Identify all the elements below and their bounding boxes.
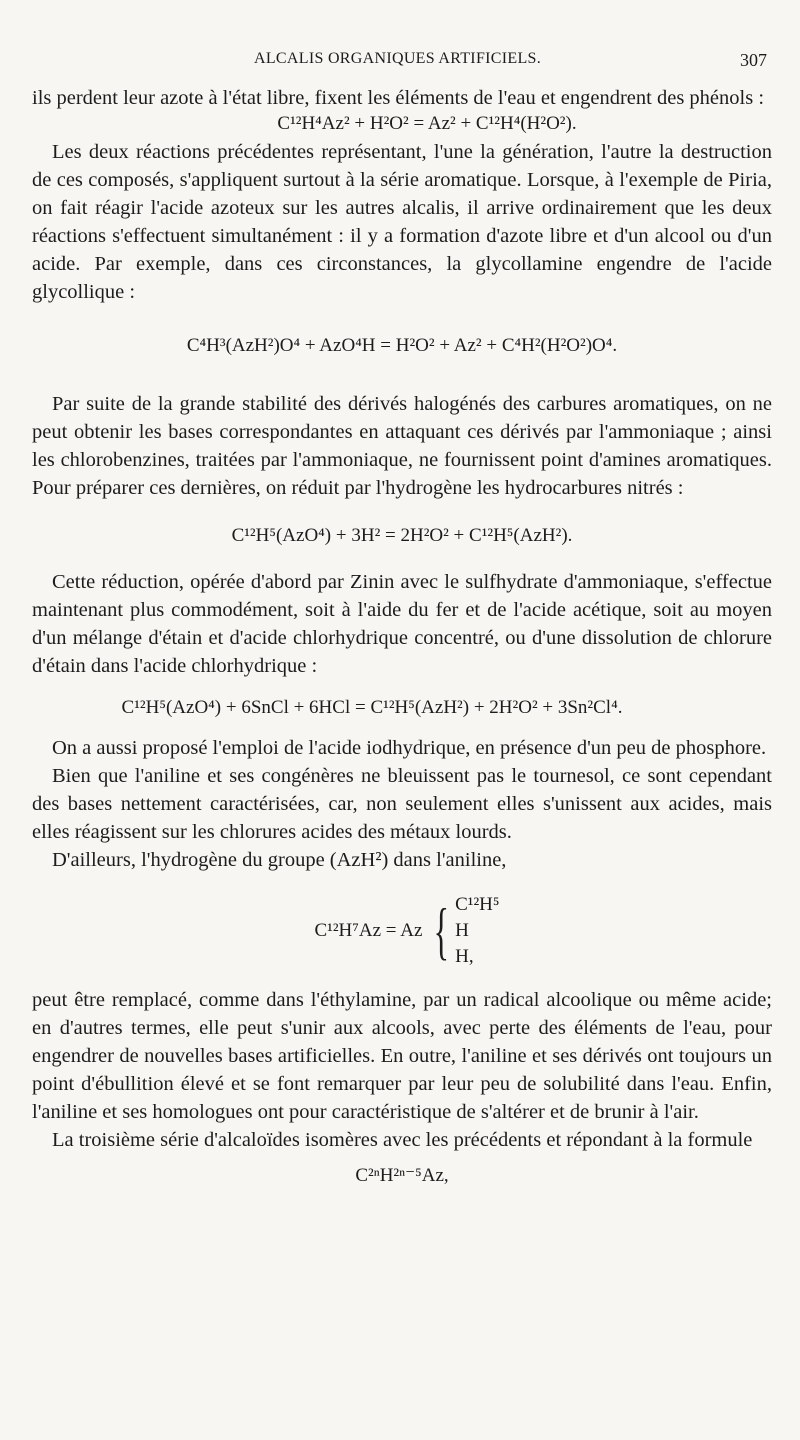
aniline-substituent-2: H: [455, 920, 469, 941]
aniline-substituents: [455, 892, 499, 970]
paragraph-5: On a aussi proposé l'emploi de l'acide iodhydrique, en présence d'un peu de phosphore.: [52, 737, 767, 759]
formula-glycollamine: C⁴H³(AzH²)O⁴ + AzO⁴H = H²O² + Az² + C⁴H²(H²O²)O⁴.: [186, 335, 618, 356]
body-text: [32, 84, 772, 1190]
brace-glyph: {: [434, 895, 450, 966]
formula-reduction: C¹²H⁵(AzO⁴) + 3H² = 2H²O² + C¹²H⁵(AzH²).: [231, 525, 573, 546]
paragraph-6: Bien que l'aniline et ses congénères ne bleuissent pas le tournesol, ce sont cependant des bases nettement caractérisées, car, non seulement elles s'unissent aux acides, mais elles réagissent sur les chlorures acides des métaux lourds.: [32, 765, 772, 843]
paragraph-9: La troisième série d'alcaloïdes isomères avec les précédents et répondant à la formule: [52, 1129, 753, 1151]
paragraph-2: Les deux réactions précédentes représentant, l'une la génération, l'autre la destruction de ces composés, s'appliquent surtout à la série aromatique. Lorsque, à l'exemple de Piria, on fait réagir l'acide azoteux sur les autres alcalis, il arrive ordinairement que les deux réactions s'effectuent simultanément : il y a formation d'azote libre et d'un alcool ou d'un acide. Par exemple, dans ces circonstances, la glycollamine engendre de l'acide glycollique :: [32, 141, 772, 303]
running-title: ALCALIS ORGANIQUES ARTIFICIELS.: [254, 50, 542, 67]
page-number: 307: [740, 50, 767, 70]
formula-general: C²ⁿH²ⁿ⁻⁵Az,: [355, 1165, 449, 1186]
paragraph-4: Cette réduction, opérée d'abord par Zinin avec le sulfhydrate d'ammoniaque, s'effectue maintenant plus commodément, soit à l'aide du fer et de l'acide acétique, soit au moyen d'un mélange d'étain et d'acide chlorhydrique concentré, ou d'une dissolution de chlorure d'étain dans l'acide chlorhydrique :: [32, 571, 772, 677]
paragraph-8: peut être remplacé, comme dans l'éthylamine, par un radical alcoolique ou même acide; en d'autres termes, elle peut s'unir aux alcools, avec perte des éléments de l'eau, pour engendrer de nouvelles bases artificielles. En outre, l'aniline et ses dérivés ont toujours un point d'ébullition élevé et se font remarquer par leur peu de solubilité dans l'eau. Enfin, l'aniline et ses homologues ont pour caractéristique de s'altérer et de brunir à l'air.: [32, 989, 772, 1123]
paragraph-1: ils perdent leur azote à l'état libre, fixent les éléments de l'eau et engendrent des phénols :: [32, 87, 765, 109]
formula-phenol: C¹²H⁴Az² + H²O² = Az² + C¹²H⁴(H²O²).: [277, 113, 577, 134]
formula-tin-reduction: C¹²H⁵(AzO⁴) + 6SnCl + 6HCl = C¹²H⁵(AzH²) + 2H²O² + 3Sn²Cl⁴.: [121, 697, 623, 718]
aniline-lhs: C¹²H⁷Az = Az: [314, 920, 423, 941]
paragraph-3: Par suite de la grande stabilité des dérivés halogénés des carbures aromatiques, on ne peut obtenir les bases correspondantes en attaquant ces dérivés par l'ammoniaque ; ainsi les chlorobenzines, traitées par l'ammoniaque, ne fournissent point d'amines aromatiques. Pour préparer ces dernières, on réduit par l'hydrogène les hydrocarbures nitrés :: [32, 393, 772, 499]
paragraph-7: D'ailleurs, l'hydrogène du groupe (AzH²) dans l'aniline,: [52, 849, 507, 871]
aniline-substituent-3: H,: [455, 946, 474, 967]
aniline-substituent-1: C¹²H⁵: [455, 894, 500, 915]
formula-aniline: [32, 892, 772, 970]
